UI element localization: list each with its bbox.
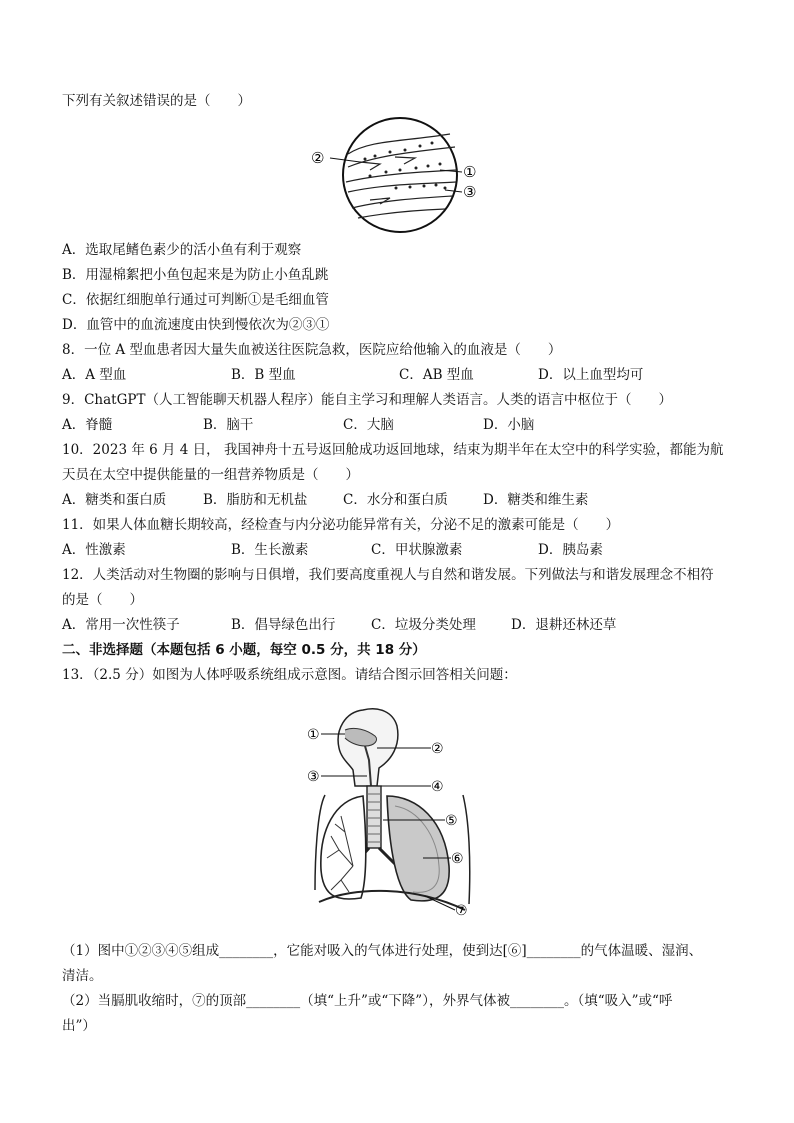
- q13-sub2-line2: 出”）: [62, 1018, 96, 1034]
- fig1-label-3: ③: [463, 183, 477, 201]
- q12-option-d: D．退耕还林还草: [511, 617, 617, 633]
- respiratory-system-figure: [305, 690, 490, 920]
- q12-option-c: C．垃圾分类处理: [371, 617, 476, 633]
- q12-stem-line1: 12．人类活动对生物圈的影响与日俱增，我们要高度重视人与自然和谐发展。下列做法与和谐发展理念不相符: [62, 567, 714, 583]
- q12-stem-line2: 的是（ ）: [62, 592, 143, 608]
- q13-stem: 13．（2.5 分）如图为人体呼吸系统组成示意图。请结合图示回答相关问题：: [62, 667, 517, 683]
- q8-stem: 8．一位 A 型血患者因大量失血被送往医院急救，医院应给他输入的血液是（ ）: [62, 342, 562, 358]
- q8-option-b: B．B 型血: [231, 367, 296, 383]
- q12-option-b: B．倡导绿色出行: [231, 617, 336, 633]
- q13-sub1-line1: （1）图中①②③④⑤组成________，它能对吸入的气体进行处理，使到达[⑥]________的气体温暖、湿润、: [62, 943, 703, 959]
- q11-stem: 11．如果人体血糖长期较高，经检查与内分泌功能异常有关，分泌不足的激素可能是（ ）: [62, 517, 620, 533]
- fig2-label-6: ⑥: [451, 851, 464, 867]
- q10-option-b: B．脂肪和无机盐: [203, 492, 308, 508]
- section-2-title: 二、非选择题（本题包括 6 小题，每空 0.5 分，共 18 分）: [62, 642, 426, 658]
- q9-option-a: A．脊髓: [62, 417, 113, 433]
- question-7-stem: 下列有关叙述错误的是（ ）: [62, 93, 251, 109]
- q8-option-a: A．A 型血: [62, 367, 127, 383]
- q10-stem-line1: 10．2023 年 6 月 4 日， 我国神舟十五号返回舱成功返回地球，结束为期半年在太空中的科学实验，都能为航: [62, 442, 724, 458]
- q7-option-c: C．依据红细胞单行通过可判断①是毛细血管: [62, 292, 329, 308]
- q9-option-b: B．脑干: [203, 417, 254, 433]
- q13-sub2-line1: （2）当膈肌收缩时，⑦的顶部________（填“上升”或“下降”），外界气体被________。（填“吸入”或“呼: [62, 993, 673, 1009]
- q10-stem-line2: 天员在太空中提供能量的一组营养物质是（ ）: [62, 467, 359, 483]
- q7-option-a: A．选取尾鳍色素少的活小鱼有利于观察: [62, 242, 302, 258]
- q7-option-d: D．血管中的血流速度由快到慢依次为②③①: [62, 317, 330, 333]
- fig2-label-7: ⑦: [455, 903, 468, 919]
- q9-option-c: C．大脑: [343, 417, 394, 433]
- q8-option-d: D．以上血型均可: [538, 367, 644, 383]
- q9-stem: 9．ChatGPT（人工智能聊天机器人程序）能自主学习和理解人类语言。人类的语言中枢位于（ ）: [62, 392, 672, 408]
- fig2-label-4: ④: [431, 779, 444, 795]
- q11-option-a: A．性激素: [62, 542, 126, 558]
- fig1-label-2: ②: [311, 149, 325, 167]
- q9-option-d: D．小脑: [483, 417, 535, 433]
- q10-option-a: A．糖类和蛋白质: [62, 492, 167, 508]
- q11-option-c: C．甲状腺激素: [371, 542, 463, 558]
- q12-option-a: A．常用一次性筷子: [62, 617, 180, 633]
- fig2-label-3: ③: [307, 769, 320, 785]
- q11-option-b: B．生长激素: [231, 542, 309, 558]
- fig2-label-2: ②: [431, 741, 444, 757]
- fig2-label-5: ⑤: [445, 813, 458, 829]
- q10-option-c: C．水分和蛋白质: [343, 492, 448, 508]
- q10-option-d: D．糖类和维生素: [483, 492, 589, 508]
- q13-sub1-line2: 清洁。: [62, 968, 103, 984]
- q7-option-b: B．用湿棉絮把小鱼包起来是为防止小鱼乱跳: [62, 267, 329, 283]
- fig2-label-1: ①: [307, 727, 320, 743]
- microscope-figure: [300, 112, 490, 237]
- fig1-label-1: ①: [463, 163, 477, 181]
- q11-option-d: D．胰岛素: [538, 542, 603, 558]
- q8-option-c: C．AB 型血: [399, 367, 474, 383]
